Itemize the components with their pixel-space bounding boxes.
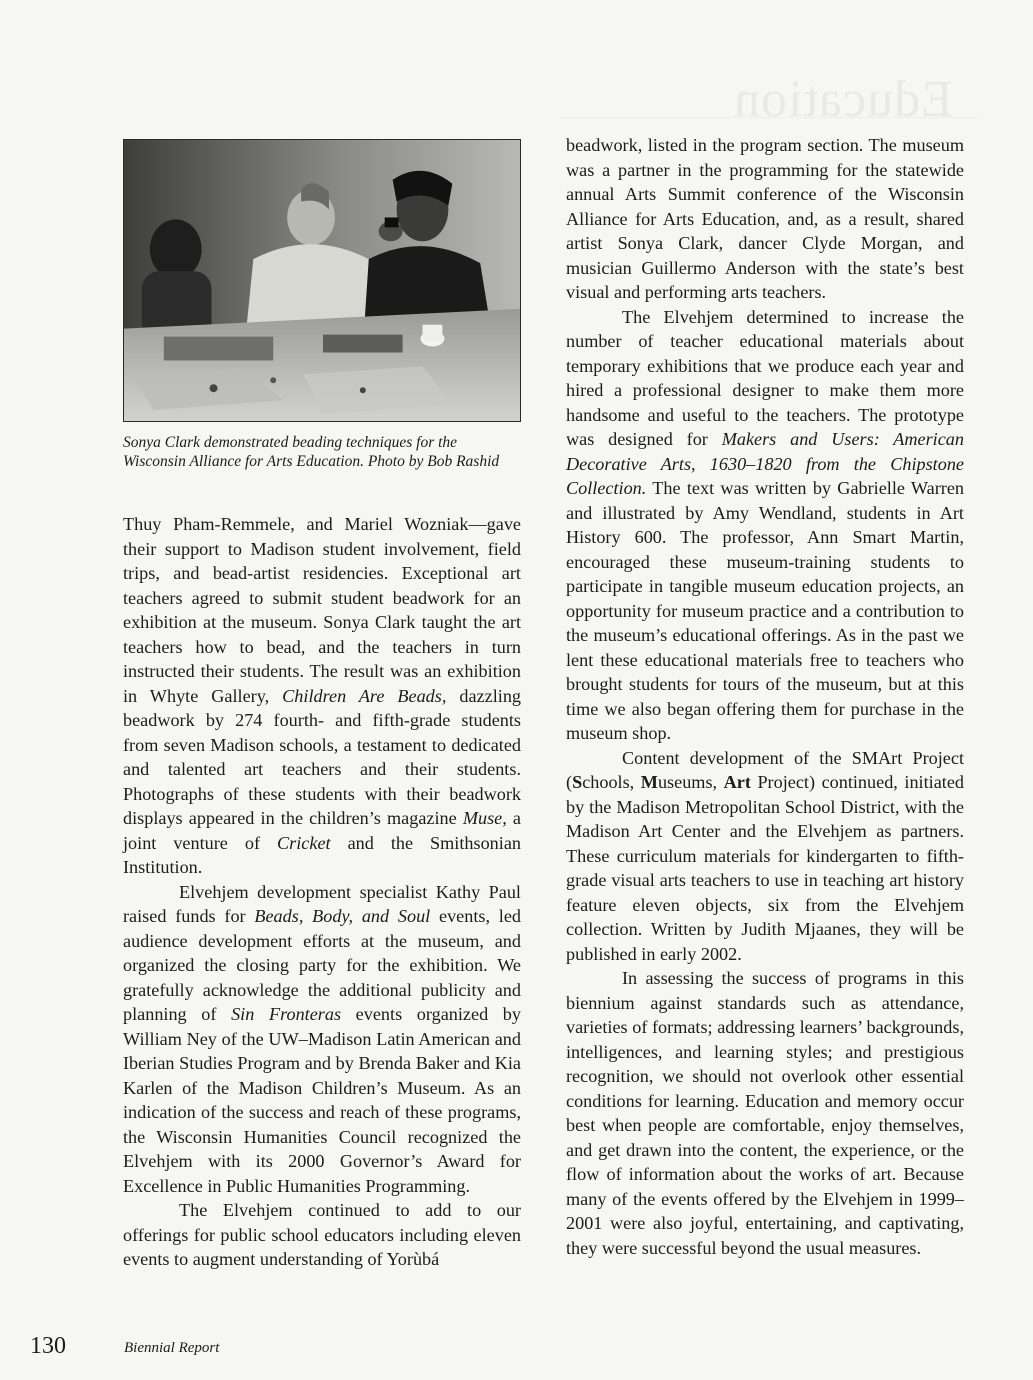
text-run: The Elvehjem determined to increase the number of teacher educational materials about temporary exhibitions that we produce each year and hired a professional designer to make them more handsome and useful to the teachers. The prototype was designed for [566, 306, 964, 449]
paragraph [566, 746, 964, 967]
event-title: Beads, Body, and Soul [254, 906, 431, 926]
page-number: 130 [30, 1333, 66, 1359]
text-run: useums, [657, 772, 724, 792]
acronym-letter: Art [723, 772, 751, 792]
exhibition-title: Children Are Beads, [282, 685, 447, 706]
text-run: Content development of the SMArt Project ( [566, 747, 964, 792]
event-title: Sin Fronteras [231, 1004, 342, 1024]
show-through-heading: Education [733, 71, 953, 128]
acronym-letter: M [640, 772, 658, 792]
photo-beading-demonstration [123, 139, 521, 422]
left-column [123, 512, 521, 1272]
text-run: chools, [582, 772, 641, 792]
text-run: dazzling beadwork by 274 fourth- and fifth-grade students from seven Madison schools, a testament to dedicated and talented art teachers and their students. Photographs of these students with their beadwork displays appeared in the children’s magazine [123, 685, 522, 828]
paragraph: beadwork, listed in the program section. The museum was a partner in the programming for the statewide annual Arts Summit conference of the Wisconsin Alliance for Arts Education, and, as a result, shared artist Sonya Clark, dancer Clyde Morgan, and musician Guillermo Anderson with the state’s best visual and performing arts teachers. [566, 135, 964, 302]
paragraph: In assessing the success of programs in this biennium against standards such as attendance, varieties of formats; addressing learners’ backgrounds, intelligences, and learning styles; and prestigious recognition, we should not overlook other essential conditions for learning. Education and memory occur best when people are comfortable, enjoy themselves, and get drawn into the content, the experience, or the flow of information about the works of art. Because many of the events offered by the Elvehjem in 1999–2001 were also joyful, entertaining, and captivating, they were successful beyond the usual measures. [566, 968, 964, 1258]
exhibition-title: Makers and Users: American Decorative Arts, 1630–1820 from the Chipstone Collection. [566, 429, 964, 498]
paragraph: The Elvehjem continued to add to our offerings for public school educators including eleven events to augment understanding of Yorùbá [123, 1200, 521, 1269]
text-run: Project) continued, initiated by the Madison Metropolitan School District, with the Madison Art Center and the Elvehjem as partners. These curriculum materials for kindergarten to fifth-grade visual arts teachers to use in teaching art history feature eleven objects, six from the Elvehjem collection. Written by Judith Mjaanes, they will be published in early 2002. [566, 772, 964, 964]
magazine-title: Cricket [277, 832, 331, 853]
right-column [566, 133, 964, 1260]
paragraph [123, 512, 521, 880]
text-run: events, led audience development efforts at the museum, and organized the closing party for the exhibition. We gratefully acknowledge the additional publicity and planning of [123, 906, 521, 1024]
photo-caption: Sonya Clark demonstrated beading techniques for the Wisconsin Alliance for Arts Education. Photo by Bob Rashid [123, 434, 500, 470]
header-rule [560, 117, 980, 118]
text-run: a joint venture of [123, 808, 521, 853]
photo-image [124, 140, 520, 421]
acronym-letter: S [572, 772, 583, 792]
text-run: and the Smithsonian Institution. [123, 832, 521, 877]
running-title: Biennial Report [124, 1340, 220, 1356]
magazine-title: Muse, [462, 808, 507, 828]
text-run: The text was written by Gabrielle Warren and illustrated by Amy Wendland, students in Art History 600. The professor, Ann Smart Martin, encouraged these museum-training students to participate in tangible museum education projects, an opportunity for museum practice and a contribution to the museum’s educational offerings. As in the past we lent these educational materials free to teachers who brought students for tours of the museum, but at this time we also began offering them for purchase in the museum shop. [566, 478, 964, 743]
paragraph [566, 305, 964, 746]
text-run: events organized by William Ney of the UW–Madison Latin American and Iberian Studies Program and by Brenda Baker and Kia Karlen of the Madison Children’s Museum. As an indication of the success and reach of these programs, the Wisconsin Humanities Council recognized the Elvehjem with its 2000 Governor’s Award for Excellence in Public Humanities Programming. [123, 1004, 521, 1196]
text-run: Thuy Pham-Remmele, and Mariel Wozniak—gave their support to Madison student involvement, field trips, and bead-artist residencies. Exceptional art teachers agreed to submit student beadwork for an exhibition at the museum. Sonya Clark taught the art teachers how to bead, and the teachers in turn instructed their students. The result was an exhibition in Whyte Gallery, [123, 514, 521, 706]
paragraph [123, 880, 521, 1199]
text-run: Elvehjem development specialist Kathy Paul raised funds for [123, 881, 521, 926]
